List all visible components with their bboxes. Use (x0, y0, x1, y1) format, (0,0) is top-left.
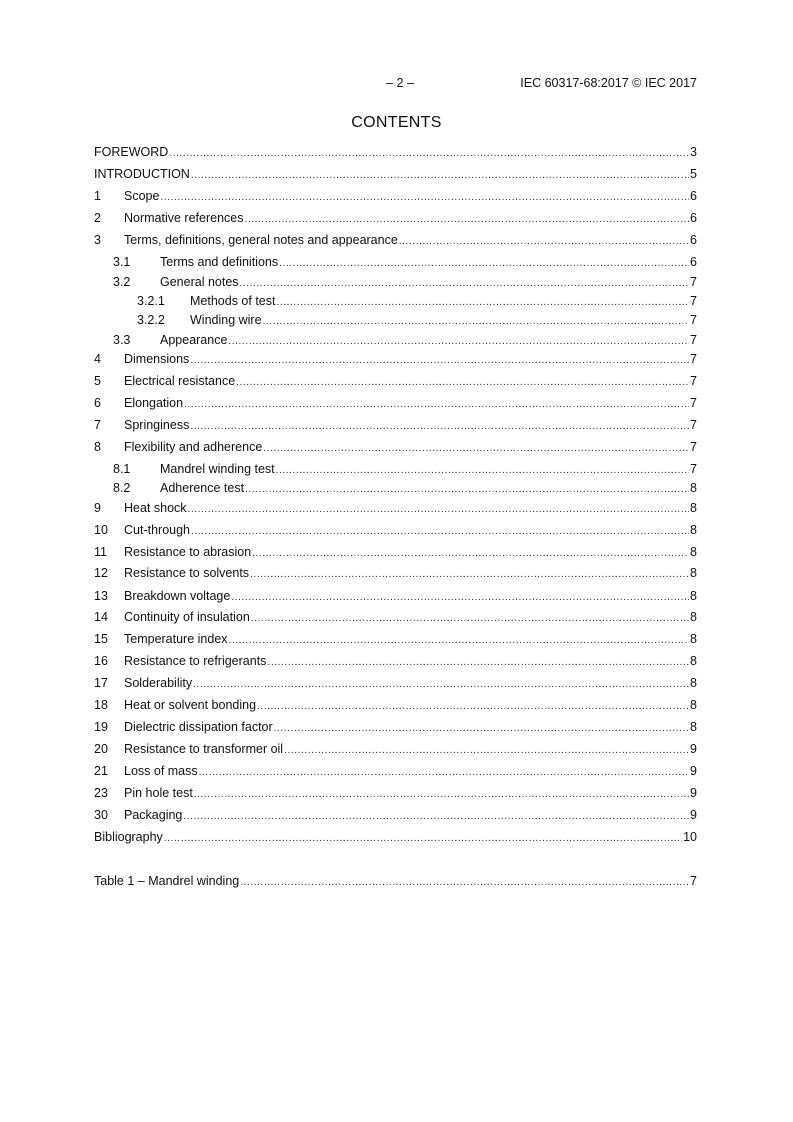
toc-entry-title: INTRODUCTION (94, 167, 190, 181)
toc-entry-page: 8 (690, 566, 697, 580)
toc-entry[interactable] (94, 209, 697, 227)
toc-entry-number: 11 (94, 545, 107, 559)
toc-entry-page: 10 (683, 830, 697, 844)
toc-entry[interactable] (94, 740, 697, 758)
toc-dot-leader (193, 676, 689, 694)
toc-dot-leader (257, 698, 689, 716)
toc-table-page: 7 (690, 874, 697, 888)
toc-entry-page: 8 (690, 698, 697, 712)
toc-dot-leader (245, 481, 689, 499)
toc-entry-number: 7 (94, 418, 101, 432)
toc-entry[interactable] (94, 806, 697, 824)
toc-entry-title: Dielectric dissipation factor (124, 720, 273, 734)
toc-entry[interactable] (94, 253, 697, 271)
toc-dot-leader (160, 189, 689, 207)
toc-entry[interactable] (94, 696, 697, 714)
toc-entry-page: 9 (690, 808, 697, 822)
toc-dot-leader (183, 808, 689, 826)
toc-entry-page: 8 (690, 720, 697, 734)
toc-dot-leader (231, 589, 689, 607)
toc-entry-title: Breakdown voltage (124, 589, 231, 603)
toc-entry-page: 6 (690, 255, 697, 269)
toc-entry-number: 20 (94, 742, 108, 756)
toc-entry-page: 6 (690, 233, 697, 247)
toc-entry[interactable] (94, 273, 697, 291)
toc-entry-page: 3 (690, 145, 697, 159)
toc-entry-number: 3.2 (113, 275, 131, 289)
toc-entry[interactable] (94, 438, 697, 456)
toc-dot-leader (169, 145, 689, 163)
toc-entry-number: 30 (94, 808, 108, 822)
toc-dot-leader (251, 610, 689, 628)
toc-entry-page: 8 (690, 481, 697, 495)
toc-entry[interactable] (94, 564, 697, 582)
toc-dot-leader (263, 313, 689, 331)
toc-dot-leader (245, 211, 690, 229)
toc-entry-title: Flexibility and adherence (124, 440, 263, 454)
toc-entry[interactable] (94, 674, 697, 692)
toc-table-entry[interactable] (94, 872, 697, 890)
toc-entry-page: 7 (690, 313, 697, 327)
toc-entry-number: 17 (94, 676, 108, 690)
toc-dot-leader (284, 742, 689, 760)
toc-entry-number: 14 (94, 610, 108, 624)
toc-dot-leader (164, 830, 682, 848)
toc-entry[interactable] (94, 231, 697, 249)
toc-entry[interactable] (94, 784, 697, 802)
toc-entry[interactable] (94, 587, 697, 605)
toc-entry-page: 8 (690, 654, 697, 668)
toc-entry-page: 6 (690, 189, 697, 203)
toc-dot-leader (229, 632, 690, 650)
toc-entry-title: Pin hole test (124, 786, 193, 800)
toc-entry-title: Adherence test (160, 481, 245, 495)
toc-entry-title: Cut-through (124, 523, 191, 537)
toc-entry-page: 6 (690, 211, 697, 225)
toc-entry-number: 19 (94, 720, 108, 734)
toc-entry[interactable] (94, 630, 697, 648)
toc-entry-number: 5 (94, 374, 101, 388)
toc-dot-leader (191, 167, 689, 185)
toc-entry-page: 8 (690, 632, 697, 646)
toc-dot-leader (190, 352, 689, 370)
toc-dot-leader (252, 545, 689, 563)
toc-entry-title: Mandrel winding test (160, 462, 275, 476)
toc-entry[interactable] (94, 460, 697, 478)
toc-entry-number: 1 (94, 189, 101, 203)
toc-entry-title: Dimensions (124, 352, 190, 366)
toc-entry-page: 7 (690, 418, 697, 432)
toc-entry-title: Elongation (124, 396, 184, 410)
toc-entry-title: Resistance to refrigerants (124, 654, 267, 668)
toc-dot-leader (190, 418, 689, 436)
toc-entry[interactable] (94, 608, 697, 626)
toc-entry-title: Loss of mass (124, 764, 198, 778)
toc-entry-number: 3.1 (113, 255, 131, 269)
toc-dot-leader (276, 462, 689, 480)
toc-entry-title: Resistance to transformer oil (124, 742, 284, 756)
toc-entry-number: 15 (94, 632, 108, 646)
toc-table-title: Table 1 – Mandrel winding (94, 874, 240, 888)
toc-entry-title: Springiness (124, 418, 190, 432)
toc-entry[interactable] (94, 762, 697, 780)
toc-entry-title: Electrical resistance (124, 374, 236, 388)
toc-entry-page: 7 (690, 440, 697, 454)
toc-entry-number: 3.2.2 (137, 313, 165, 327)
toc-entry-title: Resistance to abrasion (124, 545, 252, 559)
toc-entry-title: Methods of test (190, 294, 276, 308)
toc-entry-page: 9 (690, 786, 697, 800)
toc-entry-page: 8 (690, 545, 697, 559)
toc-entry-title: FOREWORD (94, 145, 169, 159)
toc-dot-leader (263, 440, 689, 458)
toc-entry-number: 4 (94, 352, 101, 366)
toc-entry-page: 7 (690, 352, 697, 366)
toc-entry-page: 7 (690, 396, 697, 410)
toc-entry-number: 8.1 (113, 462, 131, 476)
toc-entry-title: Continuity of insulation (124, 610, 250, 624)
page-header (0, 76, 793, 92)
toc-entry-number: 6 (94, 396, 101, 410)
toc-dot-leader (276, 294, 689, 312)
toc-entry-page: 8 (690, 610, 697, 624)
toc-entry-page: 5 (690, 167, 697, 181)
toc-entry-page: 7 (690, 275, 697, 289)
toc-entry-page: 7 (690, 462, 697, 476)
toc-entry[interactable] (94, 165, 697, 183)
toc-dot-leader (250, 566, 689, 584)
toc-dot-leader (236, 374, 689, 392)
toc-entry-title: General notes (160, 275, 239, 289)
toc-entry-number: 3 (94, 233, 101, 247)
toc-dot-leader (279, 255, 689, 273)
toc-entry-number: 16 (94, 654, 108, 668)
toc-dot-leader (199, 764, 689, 782)
toc-entry[interactable] (94, 718, 697, 736)
toc-dot-leader (188, 501, 690, 519)
toc-entry-title: Normative references (124, 211, 244, 225)
toc-entry-page: 7 (690, 374, 697, 388)
toc-entry-number: 9 (94, 501, 101, 515)
toc-dot-leader (240, 275, 690, 293)
toc-entry[interactable] (94, 416, 697, 434)
toc-entry[interactable] (94, 350, 697, 368)
toc-entry[interactable] (94, 292, 697, 310)
toc-entry-page: 9 (690, 742, 697, 756)
toc-entry[interactable] (94, 187, 697, 205)
toc-entry-page: 8 (690, 501, 697, 515)
toc-dot-leader (191, 523, 689, 541)
toc-entry-page: 9 (690, 764, 697, 778)
contents-heading: CONTENTS (351, 114, 442, 131)
document-reference: IEC 60317-68:2017 © IEC 2017 (520, 76, 697, 90)
toc-entry-page: 7 (690, 333, 697, 347)
toc-entry[interactable] (94, 479, 697, 497)
toc-entry-page: 7 (690, 294, 697, 308)
toc-entry[interactable] (94, 521, 697, 539)
toc-dot-leader (267, 654, 689, 672)
toc-entry-title: Appearance (160, 333, 228, 347)
toc-dot-leader (240, 874, 689, 892)
toc-dot-leader (228, 333, 689, 351)
toc-entry-page: 8 (690, 589, 697, 603)
toc-entry[interactable] (94, 372, 697, 390)
toc-entry[interactable] (94, 543, 697, 561)
toc-entry-page: 8 (690, 523, 697, 537)
toc-entry-number: 8 (94, 440, 101, 454)
toc-dot-leader (194, 786, 689, 804)
toc-entry-title: Solderability (124, 676, 193, 690)
toc-entry-title: Heat shock (124, 501, 187, 515)
toc-entry-number: 3.2.1 (137, 294, 165, 308)
toc-entry[interactable] (94, 652, 697, 670)
toc-entry-number: 13 (94, 589, 108, 603)
toc-entry-page: 8 (690, 676, 697, 690)
toc-entry-title: Packaging (124, 808, 183, 822)
toc-entry[interactable] (94, 828, 697, 846)
toc-entry-title: Terms and definitions (160, 255, 279, 269)
toc-entry-number: 10 (94, 523, 108, 537)
toc-entry[interactable] (94, 394, 697, 412)
toc-entry-title: Bibliography (94, 830, 163, 844)
toc-entry-title: Terms, definitions, general notes and appearance (124, 233, 398, 247)
toc-dot-leader (274, 720, 689, 738)
toc-entry-title: Temperature index (124, 632, 228, 646)
toc-dot-leader (184, 396, 689, 414)
toc-entry-number: 8.2 (113, 481, 131, 495)
toc-entry-title: Scope (124, 189, 160, 203)
toc-entry-title: Resistance to solvents (124, 566, 250, 580)
toc-entry-number: 2 (94, 211, 101, 225)
toc-entry[interactable] (94, 143, 697, 161)
toc-entry[interactable] (94, 331, 697, 349)
toc-entry-number: 12 (94, 566, 108, 580)
toc-entry-number: 23 (94, 786, 108, 800)
toc-entry-number: 21 (94, 764, 108, 778)
toc-entry-number: 3.3 (113, 333, 131, 347)
toc-entry-number: 18 (94, 698, 108, 712)
toc-entry[interactable] (94, 311, 697, 329)
toc-entry-title: Winding wire (190, 313, 262, 327)
toc-entry[interactable] (94, 499, 697, 517)
page-number: – 2 – (386, 76, 414, 90)
toc-dot-leader (399, 233, 689, 251)
toc-entry-title: Heat or solvent bonding (124, 698, 257, 712)
